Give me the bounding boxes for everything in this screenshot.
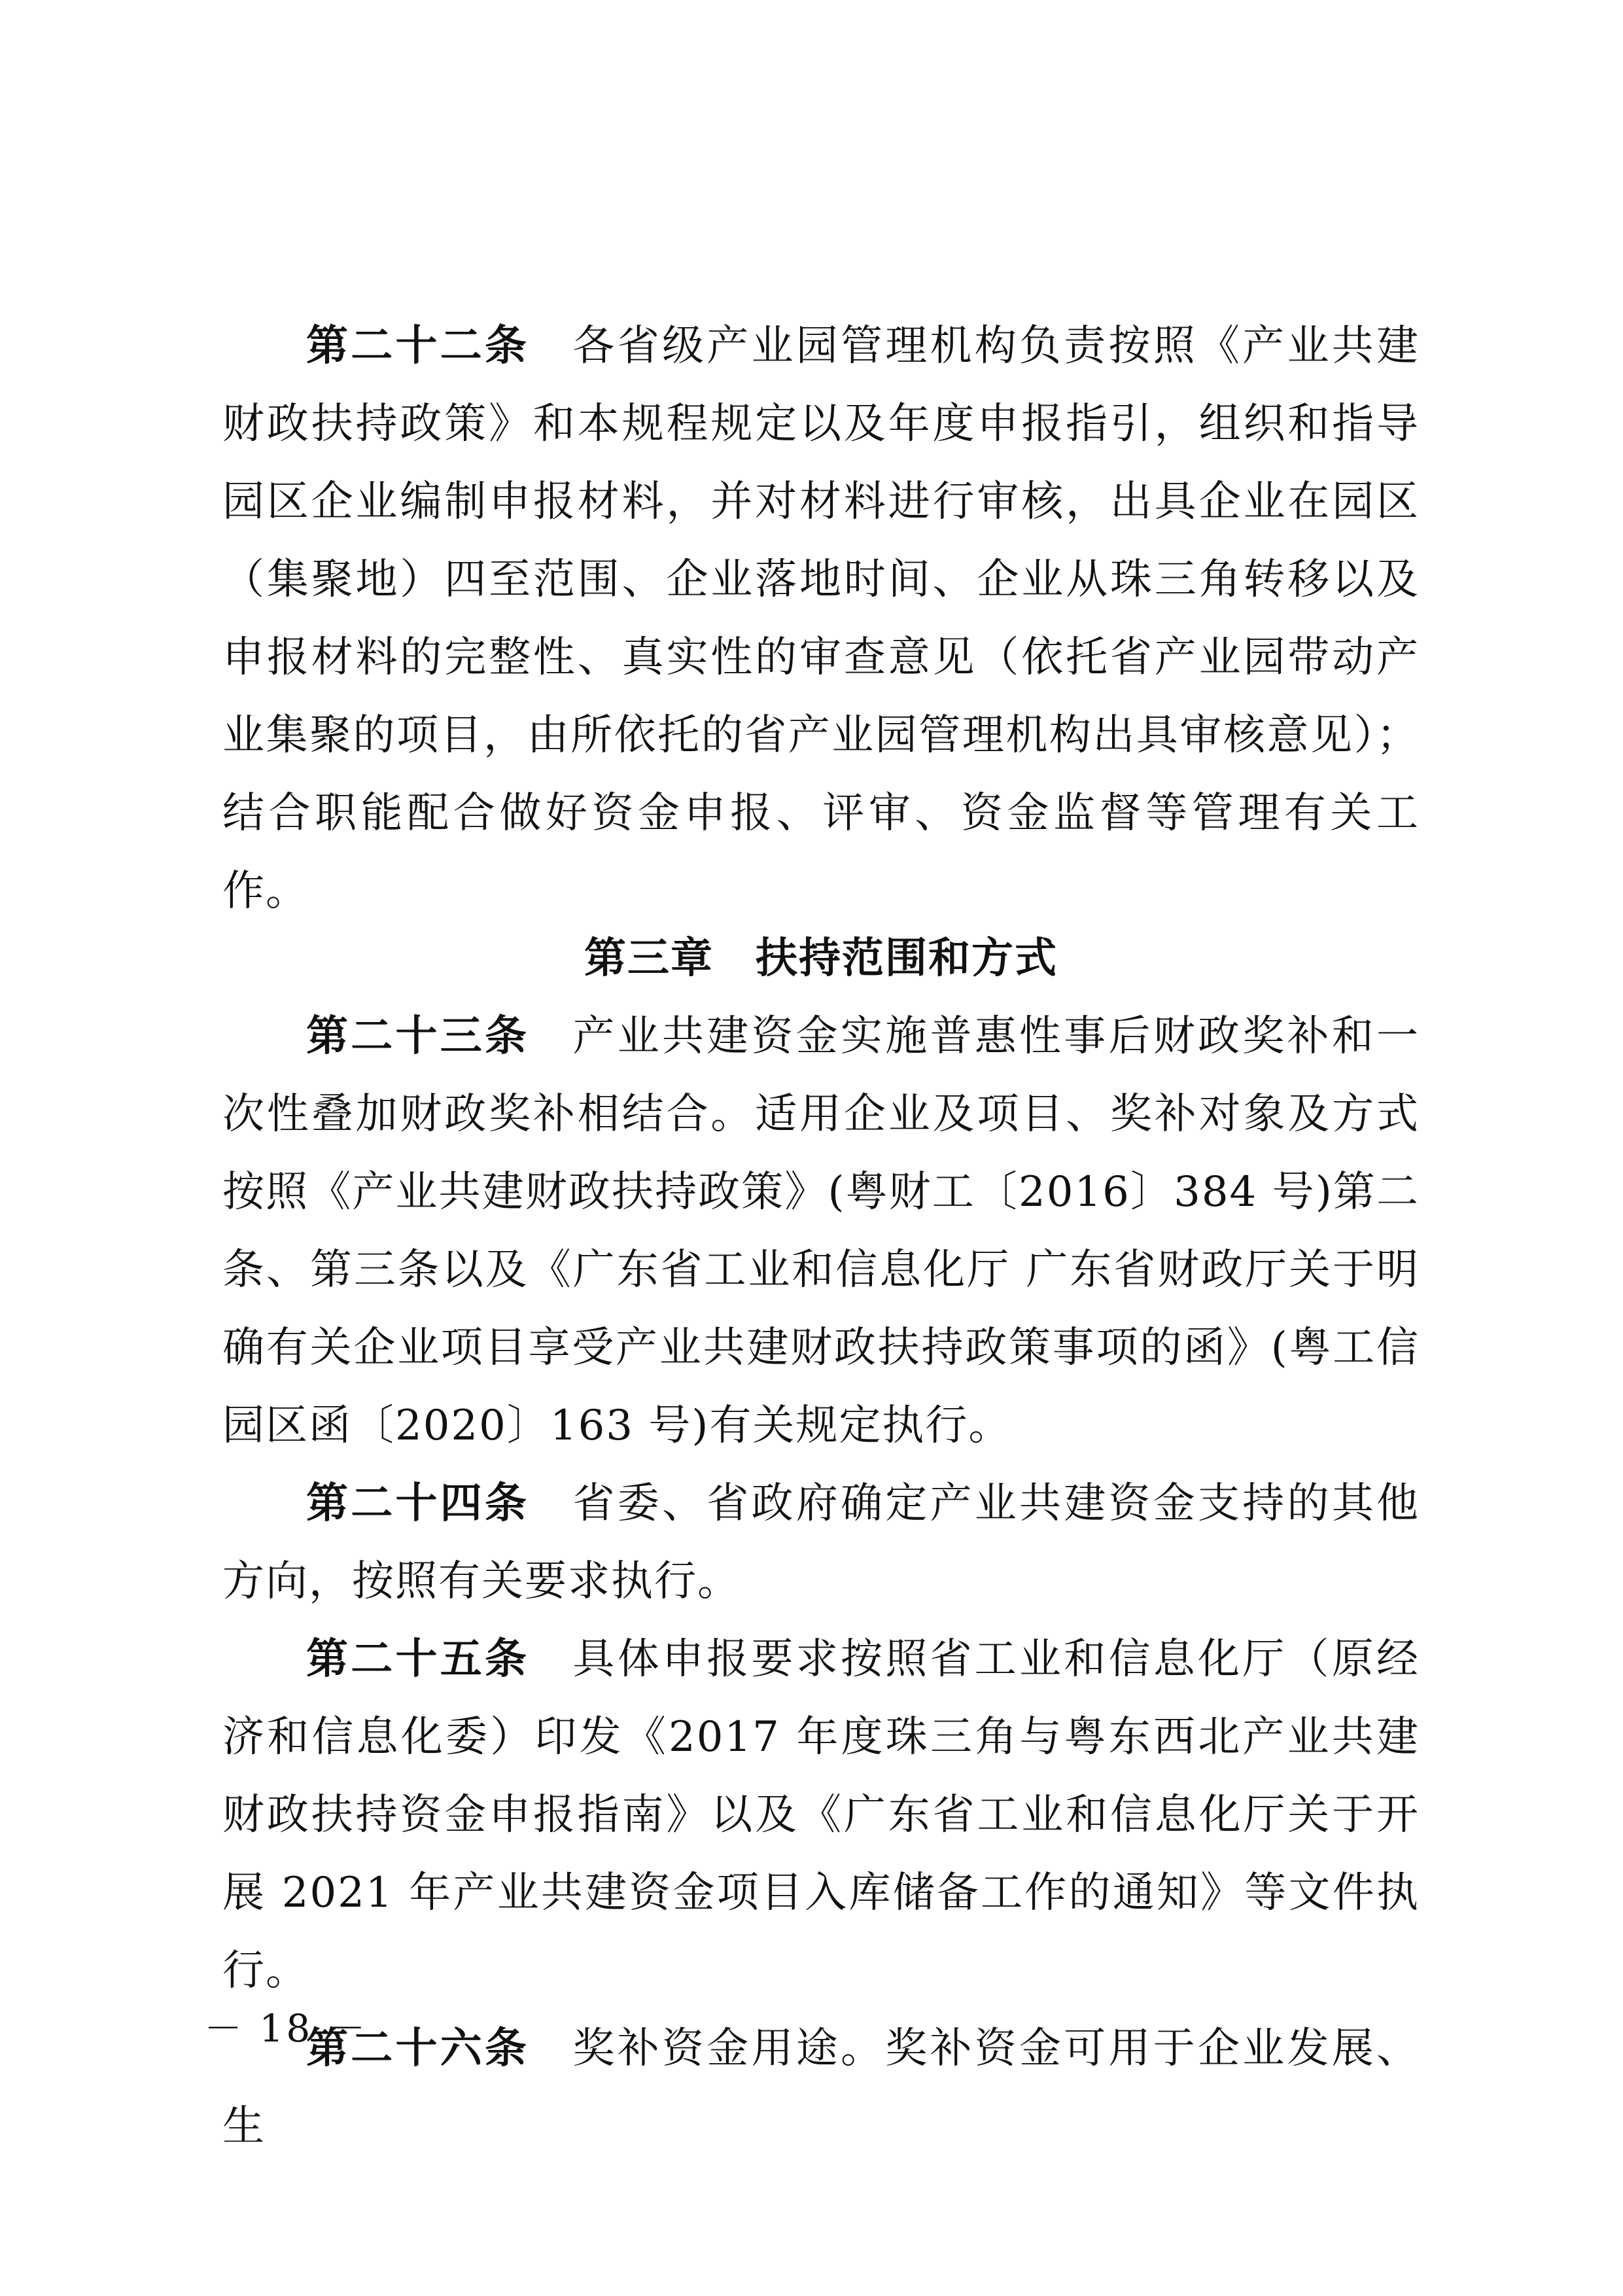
- article-22-title: 第二十二条: [306, 322, 530, 370]
- article-22-text: 各省级产业园管理机构负责按照《产业共建财政扶持政策》和本规程规定以及年度申报指引，组织和指导园区企业编制申报材料，并对材料进行审核，出具企业在园区（集聚地）四至范围、企业落地时间、企业从珠三角转移以及申报材料的完整性、真实性的审查意见（依托省产业园带动产业集聚的项目，由所依托的省产业园管理机构出具审核意见）；结合职能配合做好资金申报、评审、资金监督等管理有关工作。: [222, 322, 1420, 915]
- articles-23-26: [222, 998, 1420, 2166]
- article-26-title: 第二十六条: [306, 2024, 530, 2073]
- article-26-paragraph: [222, 2010, 1420, 2166]
- article-23-text: 产业共建资金实施普惠性事后财政奖补和一次性叠加财政奖补相结合。适用企业及项目、奖补对象及方式按照《产业共建财政扶持政策》(粤财工〔2016〕384 号)第二条、第三条以及《广东省工业和信息化厅 广东省财政厅关于明确有关企业项目享受产业共建财政扶持政策事项的函》(粤工信园区函〔2020〕163 号)有关规定执行。: [222, 1012, 1420, 1450]
- article-24-paragraph: [222, 1465, 1420, 1621]
- page-number: － 18 －: [204, 2006, 368, 2051]
- article-24-title: 第二十四条: [306, 1479, 530, 1528]
- chapter-title: 扶持范围和方式: [756, 934, 1058, 983]
- article-23-title: 第二十三条: [306, 1012, 530, 1061]
- article-26-text: 奖补资金用途。奖补资金可用于企业发展、生: [222, 2024, 1420, 2151]
- article-23-paragraph: [222, 998, 1420, 1465]
- article-24-text: 省委、省政府确定产业共建资金支持的其他方向，按照有关要求执行。: [222, 1479, 1420, 1606]
- article-25-text: 具体申报要求按照省工业和信息化厅（原经济和信息化委）印发《2017 年度珠三角与粤东西北产业共建财政扶持资金申报指南》以及《广东省工业和信息化厅关于开展 2021 年产业共建资金项目入库储备工作的通知》等文件执行。: [222, 1635, 1420, 1995]
- article-25-paragraph: [222, 1621, 1420, 2010]
- chapter-heading: [222, 920, 1420, 998]
- article-22: [222, 308, 1420, 930]
- chapter-number: 第三章: [584, 934, 714, 983]
- article-25-title: 第二十五条: [306, 1635, 530, 1684]
- article-22-paragraph: [222, 308, 1420, 930]
